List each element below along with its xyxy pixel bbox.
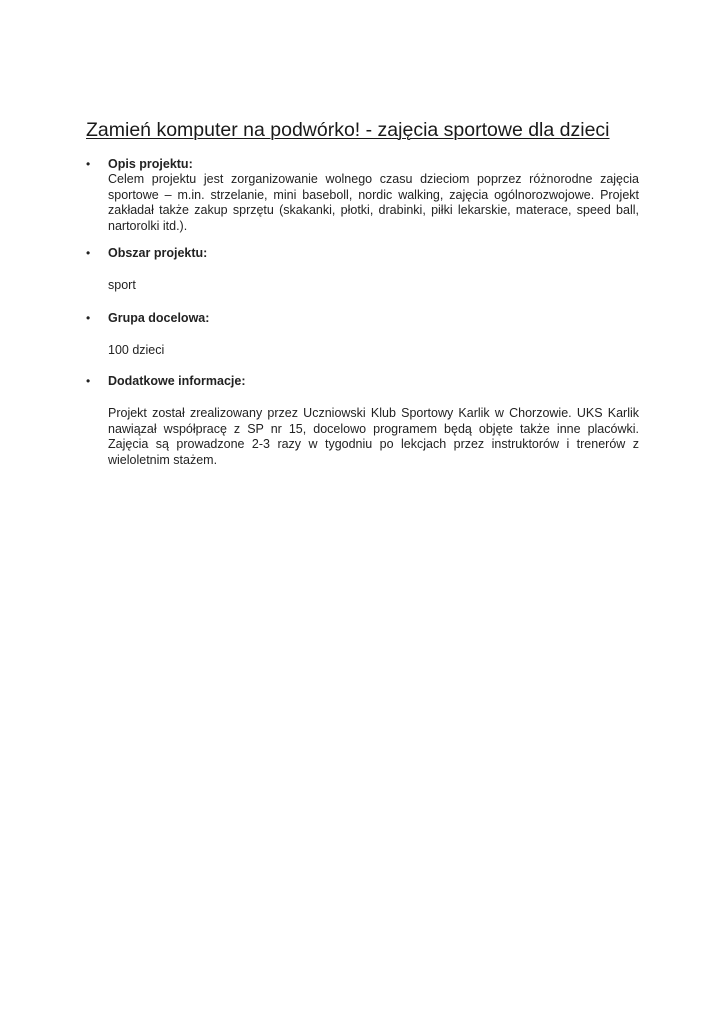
section-heading: Opis projektu: bbox=[108, 157, 193, 171]
section-body: Celem projektu jest zorganizowanie wolnego czasu dzieciom poprzez różnorodne zajęcia sportowe – m.in. strzelanie, mini baseboll, nordic walking, zajęcia ogólnorozwojowe. Projekt zakładał także zakup sprzętu (skakanki, płotki, drabinki, piłki lekarskie, materace, speed ball, nartorolki itd.). bbox=[108, 172, 639, 233]
section-body: sport bbox=[108, 278, 136, 292]
bullet-icon: • bbox=[86, 246, 91, 260]
section-body: 100 dzieci bbox=[108, 343, 165, 357]
section-body: Projekt został zrealizowany przez Uczniowski Klub Sportowy Karlik w Chorzowie. UKS Karlik nawiązał współpracę z SP nr 15, docelowo programem będą objęte także inne placówki. Zajęcia są prowadzone 2-3 razy w tygodniu po lekcjach przez instruktorów i trenerów z wieloletnim stażem. bbox=[108, 406, 639, 467]
bullet-icon: • bbox=[86, 157, 91, 171]
section-heading: Grupa docelowa: bbox=[108, 311, 210, 325]
document-title: Zamień komputer na podwórko! - zajęcia sportowe dla dzieci bbox=[86, 119, 610, 141]
bullet-icon: • bbox=[86, 374, 91, 388]
section-heading: Obszar projektu: bbox=[108, 246, 208, 260]
bullet-icon: • bbox=[86, 311, 91, 325]
section-heading: Dodatkowe informacje: bbox=[108, 374, 246, 388]
